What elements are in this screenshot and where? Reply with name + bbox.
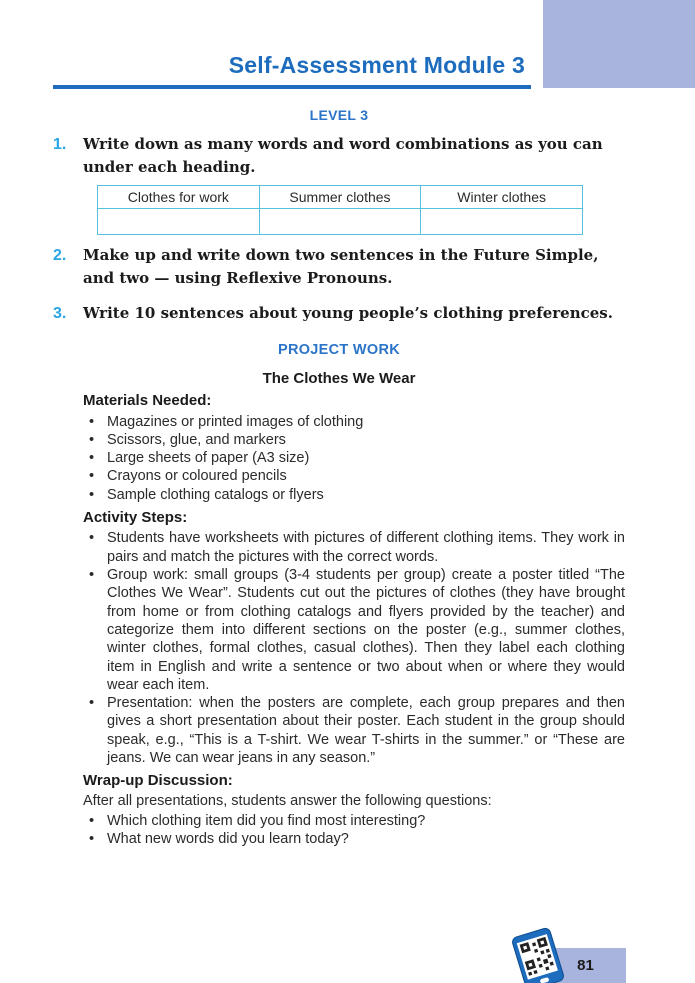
step-item <box>83 566 625 694</box>
table-empty-cell <box>421 209 583 235</box>
table-header-cell: Clothes for work <box>98 186 260 209</box>
list-item <box>83 449 625 467</box>
table-empty-row <box>98 209 583 235</box>
activity-label: Activity Steps: <box>83 508 188 526</box>
wrapup-intro: After all presentations, students answer the following questions: <box>83 792 492 809</box>
step-text: Students have worksheets with pictures of different clothing items. They work in pairs and match the pictures with the correct words. <box>107 530 625 565</box>
step-text: Presentation: when the posters are complete, each group prepares and then gives a short presentation about their poster. Each student in the group should speak, e.g., “This is a T-shirt. We wear T-shirts in the summer.” or “These are jeans. We can wear jeans in any season.” <box>107 695 625 767</box>
list-item <box>83 812 625 830</box>
bullet-marker: • <box>89 413 95 430</box>
list-item-text: What new words did you learn today? <box>107 831 349 848</box>
task-text: Make up and write down two sentences in the Future Simple, and two — using Reflexive Pronouns. <box>83 246 599 287</box>
step-item <box>83 529 625 566</box>
activity-steps-list <box>83 529 625 767</box>
project-subheading: The Clothes We Wear <box>262 370 416 387</box>
table-header-cell: Winter clothes <box>421 186 583 209</box>
task-item-3 <box>53 302 625 325</box>
materials-label: Materials Needed: <box>83 392 212 409</box>
page-title: Self-Assessment Module 3 <box>228 52 525 78</box>
materials-list <box>83 413 625 504</box>
table-header-cell: Summer clothes <box>259 186 421 209</box>
task-number: 2. <box>53 247 67 264</box>
bullet-marker: • <box>89 567 95 584</box>
bullet-marker: • <box>89 431 95 448</box>
task-number: 1. <box>53 136 67 153</box>
qr-phone-icon <box>510 926 567 983</box>
task-item-1 <box>53 133 625 179</box>
bullet-marker: • <box>89 468 95 485</box>
bullet-marker: • <box>89 695 95 712</box>
bullet-marker: • <box>89 813 95 830</box>
page-header <box>53 0 531 89</box>
list-item-text: Large sheets of paper (A3 size) <box>107 450 310 467</box>
table-header-row <box>98 186 583 209</box>
page-number: 81 <box>577 957 594 974</box>
project-heading: PROJECT WORK <box>277 342 401 358</box>
list-item <box>83 467 625 485</box>
title-underline <box>53 85 531 89</box>
list-item-text: Which clothing item did you find most interesting? <box>107 813 426 830</box>
bullet-marker: • <box>89 530 95 547</box>
wrapup-label: Wrap-up Discussion: <box>83 772 233 790</box>
list-item <box>83 413 625 431</box>
table-empty-cell <box>259 209 421 235</box>
task-text: Write down as many words and word combinations as you can under each heading. <box>83 135 603 176</box>
list-item <box>83 431 625 449</box>
task-item-2 <box>53 244 625 290</box>
list-item <box>83 830 625 848</box>
corner-decoration <box>543 0 695 88</box>
bullet-marker: • <box>89 486 95 503</box>
table-empty-cell <box>98 209 260 235</box>
bullet-marker: • <box>89 450 95 467</box>
bullet-marker: • <box>89 831 95 848</box>
task-number: 3. <box>53 305 67 322</box>
step-item <box>83 694 625 767</box>
list-item-text: Magazines or printed images of clothing <box>107 413 364 430</box>
list-item-text: Sample clothing catalogs or flyers <box>107 486 324 503</box>
level-heading: LEVEL 3 <box>309 107 369 123</box>
task-text: Write 10 sentences about young people’s clothing preferences. <box>83 304 613 322</box>
list-item-text: Crayons or coloured pencils <box>107 468 287 485</box>
step-text: Group work: small groups (3-4 students per group) create a poster titled “The Clothes We Wear”. Students cut out the pictures of clothes (they have brought from home or from clothing catalogs and flyers provided by the teacher) and categorize them into different sections on the poster (e.g., summer clothes, winter clothes, formal clothes, casual clothes). Then they label each clothing item in English and write a sentence or two about when or where they would wear each item. <box>107 567 625 693</box>
list-item-text: Scissors, glue, and markers <box>107 431 286 448</box>
wrapup-questions-list <box>83 812 625 849</box>
vocab-table <box>97 185 583 235</box>
list-item <box>83 486 625 504</box>
